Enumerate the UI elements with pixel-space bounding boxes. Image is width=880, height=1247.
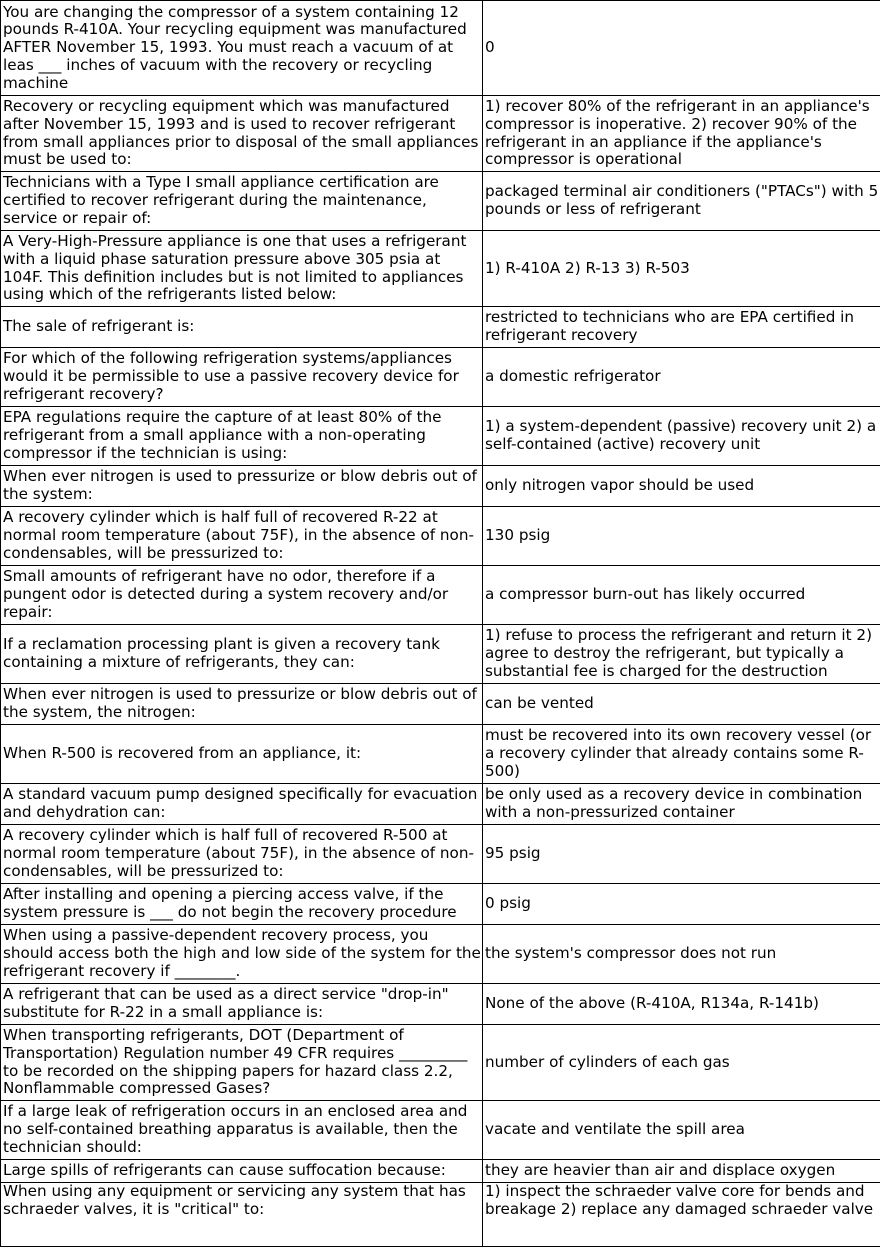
table-row bbox=[1, 566, 880, 625]
answer-cell: a domestic refrigerator bbox=[483, 348, 880, 407]
question-cell: A standard vacuum pump designed specifically for evacuation and dehydration can: bbox=[1, 784, 483, 825]
question-cell: Recovery or recycling equipment which was manufactured after November 15, 1993 and is used to recover refrigerant from small appliances prior to disposal of the small appliances must be used to: bbox=[1, 96, 483, 172]
question-cell: Small amounts of refrigerant have no odor, therefore if a pungent odor is detected during a system recovery and/or repair: bbox=[1, 566, 483, 625]
question-cell: When ever nitrogen is used to pressurize or blow debris out of the system, the nitrogen: bbox=[1, 684, 483, 725]
table-row bbox=[1, 407, 880, 466]
question-cell: Technicians with a Type I small appliance certification are certified to recover refrigerant during the maintenance, service or repair of: bbox=[1, 172, 483, 231]
question-cell: When R-500 is recovered from an appliance, it: bbox=[1, 725, 483, 784]
question-cell: When using any equipment or servicing any system that has schraeder valves, it is "critical" to: bbox=[1, 1183, 483, 1247]
table-row bbox=[1, 725, 880, 784]
table-row bbox=[1, 172, 880, 231]
answer-cell: 1) recover 80% of the refrigerant in an appliance's compressor is inoperative. 2) recover 90% of the refrigerant in an appliance if the appliance's compressor is operational bbox=[483, 96, 880, 172]
answer-cell: 0 bbox=[483, 1, 880, 96]
answer-cell: must be recovered into its own recovery vessel (or a recovery cylinder that already contains some R-500) bbox=[483, 725, 880, 784]
question-cell: For which of the following refrigeration systems/appliances would it be permissible to use a passive recovery device for refrigerant recovery? bbox=[1, 348, 483, 407]
table-row bbox=[1, 925, 880, 984]
answer-cell: number of cylinders of each gas bbox=[483, 1025, 880, 1101]
question-cell: A refrigerant that can be used as a direct service "drop-in" substitute for R-22 in a small appliance is: bbox=[1, 984, 483, 1025]
table-row bbox=[1, 625, 880, 684]
table-row bbox=[1, 1160, 880, 1183]
answer-cell: a compressor burn-out has likely occurred bbox=[483, 566, 880, 625]
question-cell: A recovery cylinder which is half full of recovered R-500 at normal room temperature (about 75F), in the absence of non-condensables, will be pressurized to: bbox=[1, 825, 483, 884]
question-cell: Large spills of refrigerants can cause suffocation because: bbox=[1, 1160, 483, 1183]
answer-cell: vacate and ventilate the spill area bbox=[483, 1101, 880, 1160]
answer-cell: packaged terminal air conditioners ("PTACs") with 5 pounds or less of refrigerant bbox=[483, 172, 880, 231]
answer-cell: be only used as a recovery device in combination with a non-pressurized container bbox=[483, 784, 880, 825]
answer-cell: 0 psig bbox=[483, 884, 880, 925]
table-row bbox=[1, 466, 880, 507]
answer-cell: restricted to technicians who are EPA certified in refrigerant recovery bbox=[483, 307, 880, 348]
table-row bbox=[1, 348, 880, 407]
question-cell: If a reclamation processing plant is given a recovery tank containing a mixture of refrigerants, they can: bbox=[1, 625, 483, 684]
table-row bbox=[1, 1101, 880, 1160]
table-row bbox=[1, 684, 880, 725]
answer-cell: they are heavier than air and displace oxygen bbox=[483, 1160, 880, 1183]
table-row bbox=[1, 825, 880, 884]
question-cell: When transporting refrigerants, DOT (Department of Transportation) Regulation number 49 CFR requires _________ to be recorded on the shipping papers for hazard class 2.2, Nonflammable compressed Gases? bbox=[1, 1025, 483, 1101]
question-cell: A recovery cylinder which is half full of recovered R-22 at normal room temperature (about 75F), in the absence of non-condensables, will be pressurized to: bbox=[1, 507, 483, 566]
answer-cell: can be vented bbox=[483, 684, 880, 725]
table-row bbox=[1, 507, 880, 566]
answer-cell: 1) a system-dependent (passive) recovery unit 2) a self-contained (active) recovery unit bbox=[483, 407, 880, 466]
answer-cell: 130 psig bbox=[483, 507, 880, 566]
answer-cell: 1) R-410A 2) R-13 3) R-503 bbox=[483, 231, 880, 307]
table-row bbox=[1, 1183, 880, 1247]
answer-cell: 95 psig bbox=[483, 825, 880, 884]
table-row bbox=[1, 884, 880, 925]
question-cell: When using a passive-dependent recovery process, you should access both the high and low side of the system for the refrigerant recovery if ________. bbox=[1, 925, 483, 984]
table-row bbox=[1, 984, 880, 1025]
answer-cell: the system's compressor does not run bbox=[483, 925, 880, 984]
question-cell: EPA regulations require the capture of at least 80% of the refrigerant from a small appliance with a non-operating compressor if the technician is using: bbox=[1, 407, 483, 466]
table-row bbox=[1, 1, 880, 96]
question-cell: If a large leak of refrigeration occurs in an enclosed area and no self-contained breathing apparatus is available, then the technician should: bbox=[1, 1101, 483, 1160]
question-cell: After installing and opening a piercing access valve, if the system pressure is ___ do not begin the recovery procedure bbox=[1, 884, 483, 925]
question-cell: The sale of refrigerant is: bbox=[1, 307, 483, 348]
question-cell: A Very-High-Pressure appliance is one that uses a refrigerant with a liquid phase saturation pressure above 305 psia at 104F. This definition includes but is not limited to appliances using which of the refrigerants listed below: bbox=[1, 231, 483, 307]
table-row bbox=[1, 784, 880, 825]
question-cell: You are changing the compressor of a system containing 12 pounds R-410A. Your recycling equipment was manufactured AFTER November 15, 1993. You must reach a vacuum of at leas ___ inches of vacuum with the recovery or recycling machine bbox=[1, 1, 483, 96]
table-row bbox=[1, 231, 880, 307]
question-cell: When ever nitrogen is used to pressurize or blow debris out of the system: bbox=[1, 466, 483, 507]
table-row bbox=[1, 1025, 880, 1101]
answer-cell: None of the above (R-410A, R134a, R-141b) bbox=[483, 984, 880, 1025]
answer-cell: only nitrogen vapor should be used bbox=[483, 466, 880, 507]
table-row bbox=[1, 96, 880, 172]
answer-cell: 1) refuse to process the refrigerant and return it 2) agree to destroy the refrigerant, but typically a substantial fee is charged for the destruction bbox=[483, 625, 880, 684]
table-row bbox=[1, 307, 880, 348]
answer-cell: 1) inspect the schraeder valve core for bends and breakage 2) replace any damaged schraeder valve bbox=[483, 1183, 880, 1247]
